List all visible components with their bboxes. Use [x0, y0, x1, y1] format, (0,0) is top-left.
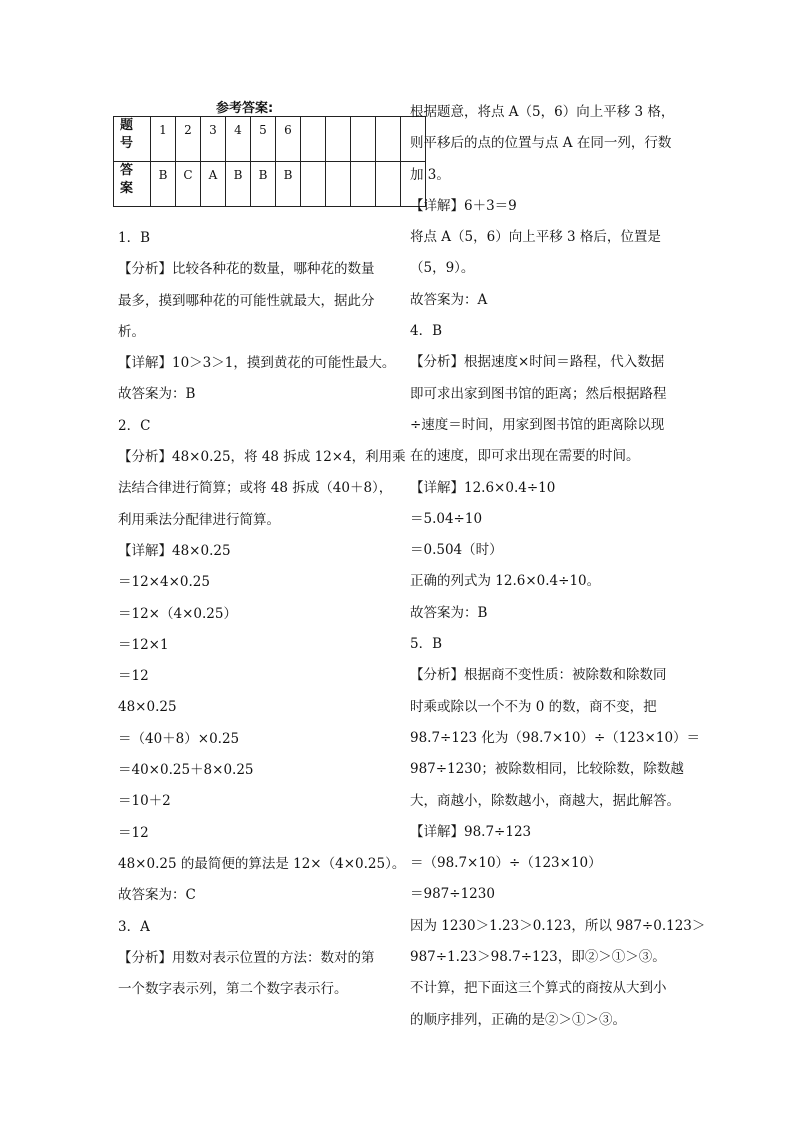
number-cell: 1: [151, 117, 176, 162]
text-line: 987÷1.23＞98.7÷123，即②＞①＞③。: [410, 949, 666, 966]
text-line: 大，商越小，除数越小，商越大，据此解答。: [410, 792, 680, 809]
text-line: 987÷1230；被除数相同，比较除数，除数越: [410, 761, 684, 778]
answer-cell: B: [226, 162, 251, 207]
text-line: 故答案为：A: [410, 291, 488, 308]
text-line: 【详解】12.6×0.4÷10: [410, 479, 556, 496]
answer-cell: A: [201, 162, 226, 207]
text-line: ＝12: [118, 668, 149, 685]
left-column: [118, 223, 406, 1005]
text-line: 3．A: [118, 918, 150, 935]
text-line: 故答案为：C: [118, 887, 196, 904]
header-cell-answer: [114, 162, 151, 207]
text-line: 一个数字表示列，第二个数字表示行。: [118, 981, 348, 998]
text-line: 根据题意，将点 A（5，6）向上平移 3 格，: [410, 104, 675, 120]
answer-cell: [301, 162, 326, 207]
text-line: 2．C: [118, 417, 151, 434]
header-char: 题: [120, 118, 134, 133]
text-line: ＝40×0.25＋8×0.25: [118, 762, 254, 779]
answer-table: [113, 116, 426, 207]
text-line: 48×0.25: [118, 699, 177, 716]
header-char: 案: [120, 181, 134, 196]
answer-cell: B: [151, 162, 176, 207]
text-line: 不计算，把下面这三个算式的商按从大到小: [410, 980, 667, 997]
text-line: （5，9）。: [410, 260, 475, 277]
text-line: ＝（98.7×10）÷（123×10）: [410, 855, 602, 872]
number-cell: 5: [251, 117, 276, 162]
text-line: ＝0.504（时）: [410, 542, 503, 559]
text-line: 【分析】比较各种花的数量，哪种花的数量: [118, 261, 375, 278]
text-line: 【详解】6＋3＝9: [410, 197, 517, 214]
text-line: 【分析】48×0.25，将 48 拆成 12×4，利用乘: [118, 449, 406, 466]
text-line: 析。: [118, 323, 145, 340]
answer-cell: [351, 162, 376, 207]
header-cell-number: [114, 117, 151, 162]
text-line: ＝987÷1230: [410, 886, 495, 903]
text-line: 最多，摸到哪种花的可能性就最大，据此分: [118, 292, 375, 309]
answer-cell: B: [276, 162, 301, 207]
number-cell: 2: [176, 117, 201, 162]
text-line: 因为 1230＞1.23＞0.123，所以 987÷0.123＞: [410, 917, 706, 934]
text-line: 的顺序排列，正确的是②＞①＞③。: [410, 1011, 626, 1028]
text-line: 【详解】10＞3＞1，摸到黄花的可能性最大。: [118, 355, 396, 372]
header-char: 号: [120, 136, 134, 151]
text-line: ＝10＋2: [118, 793, 171, 810]
text-line: 【分析】根据速度×时间＝路程，代入数据: [410, 354, 665, 371]
answer-cell: B: [251, 162, 276, 207]
text-line: 利用乘法分配律进行简算。: [118, 511, 280, 528]
text-line: 98.7÷123 化为（98.7×10）÷（123×10）＝: [410, 729, 701, 746]
text-line: 则平移后的点的位置与点 A 在同一列，行数: [410, 135, 672, 152]
text-line: ＝12×1: [118, 636, 169, 653]
answer-cell: C: [176, 162, 201, 207]
table-row-answers: [114, 162, 426, 207]
text-line: 故答案为：B: [118, 386, 196, 403]
text-line: 【分析】根据商不变性质：被除数和除数同: [410, 667, 667, 684]
text-line: ＝5.04÷10: [410, 510, 483, 527]
text-line: ＝（40＋8）×0.25: [118, 730, 240, 747]
header-char: 答: [120, 163, 134, 178]
text-line: ＝12: [118, 824, 149, 841]
text-line: 将点 A（5，6）向上平移 3 格后，位置是: [410, 229, 661, 246]
text-line: ＝12×4×0.25: [118, 574, 210, 591]
table-row-numbers: [114, 117, 426, 162]
text-line: 5．B: [410, 636, 443, 653]
text-line: 48×0.25 的最简便的算法是 12×（4×0.25）。: [118, 855, 406, 872]
text-line: 【分析】用数对表示位置的方法：数对的第: [118, 949, 375, 966]
text-line: 在的速度，即可求出现在需要的时间。: [410, 448, 640, 465]
text-line: 正确的列式为 12.6×0.4÷10。: [410, 573, 601, 590]
number-cell: [301, 117, 326, 162]
number-cell: [326, 117, 351, 162]
number-cell: 3: [201, 117, 226, 162]
number-cell: [376, 117, 401, 162]
text-line: 1．B: [118, 230, 151, 246]
text-line: 【详解】48×0.25: [118, 542, 231, 559]
number-cell: 6: [276, 117, 301, 162]
text-line: ÷速度＝时间，用家到图书馆的距离除以现: [410, 416, 665, 433]
answer-cell: [376, 162, 401, 207]
text-line: 4．B: [410, 323, 443, 340]
text-line: 加 3。: [410, 166, 450, 183]
text-line: 【详解】98.7÷123: [410, 823, 532, 840]
answer-key-title: 参考答案:: [216, 101, 274, 116]
number-cell: [351, 117, 376, 162]
number-cell: 4: [226, 117, 251, 162]
answer-cell: [326, 162, 351, 207]
right-column: [410, 97, 706, 1036]
text-line: 法结合律进行简算；或将 48 拆成（40＋8），: [118, 480, 393, 497]
text-line: ＝12×（4×0.25）: [118, 605, 237, 622]
text-line: 时乘或除以一个不为 0 的数，商不变，把: [410, 698, 657, 715]
text-line: 即可求出家到图书馆的距离；然后根据路程: [410, 385, 667, 402]
text-line: 故答案为：B: [410, 604, 488, 621]
